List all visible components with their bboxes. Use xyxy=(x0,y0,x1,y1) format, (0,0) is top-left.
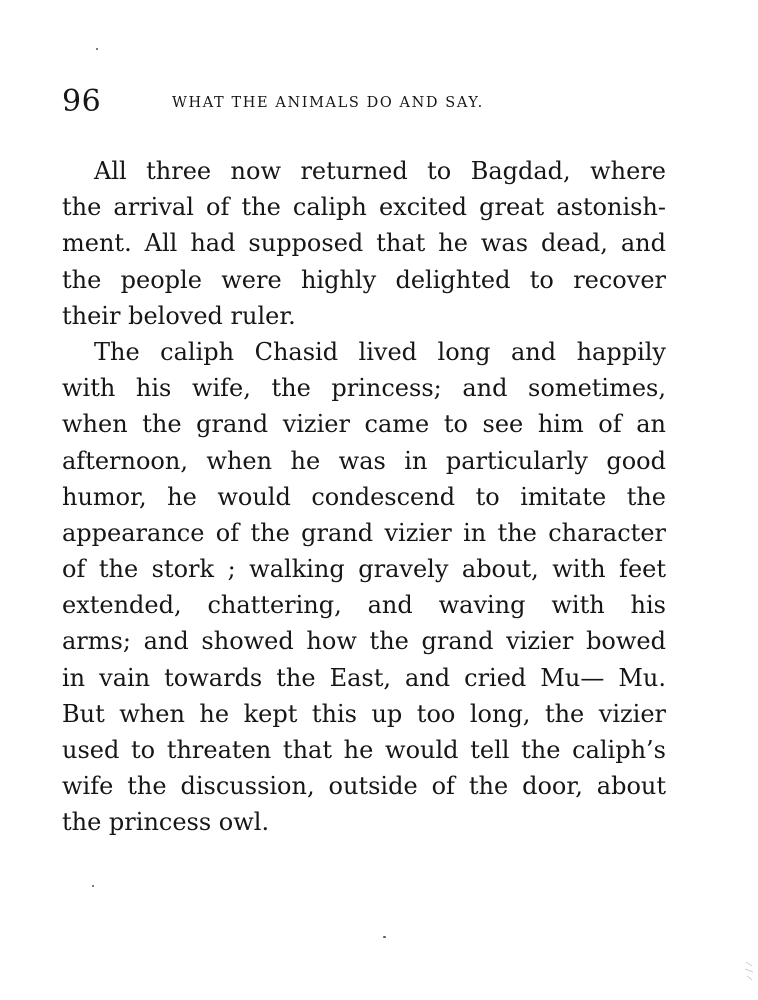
text-line: of the stork ; walking gravely about, with feet xyxy=(62,555,666,584)
text-line: arms; and showed how the grand vizier bowed xyxy=(62,627,666,656)
text-line: ment. All had supposed that he was dead, and xyxy=(62,229,666,258)
text-line: when the grand vizier came to see him of an xyxy=(62,410,666,439)
paper-speck xyxy=(96,48,98,50)
text-line: All three now returned to Bagdad, where xyxy=(94,157,666,185)
page-edge-mark xyxy=(744,960,754,982)
text-line: the people were highly delighted to recover xyxy=(62,265,666,294)
paper-speck xyxy=(383,936,386,938)
text-line: appearance of the grand vizier in the character xyxy=(62,518,666,547)
paper-speck xyxy=(92,885,94,887)
text-line: extended, chattering, and waving with his xyxy=(62,591,666,620)
text-line: with his wife, the princess; and sometimes, xyxy=(62,374,666,403)
paragraph-2 xyxy=(62,334,666,841)
text-line: the princess owl. xyxy=(62,808,270,837)
text-line: used to threaten that he would tell the caliph’s xyxy=(62,736,666,764)
text-line: wife the discussion, outside of the door, about xyxy=(62,772,666,801)
text-line: But when he kept this up too long, the vizier xyxy=(62,699,666,728)
page-number: 96 xyxy=(62,84,102,119)
text-line: the arrival of the caliph excited great astonish- xyxy=(62,193,666,222)
text-line: humor, he would condescend to imitate the xyxy=(62,482,666,511)
text-line: their beloved ruler. xyxy=(62,301,296,330)
text-line: afternoon, when he was in particularly good xyxy=(62,446,666,475)
running-title: WHAT THE ANIMALS DO AND SAY. xyxy=(172,95,484,111)
running-head xyxy=(62,84,667,124)
text-line: in vain towards the East, and cried Mu— Mu. xyxy=(62,663,666,692)
body-text xyxy=(62,153,666,841)
text-line: The caliph Chasid lived long and happily xyxy=(94,337,666,366)
paragraph-1 xyxy=(62,153,666,334)
